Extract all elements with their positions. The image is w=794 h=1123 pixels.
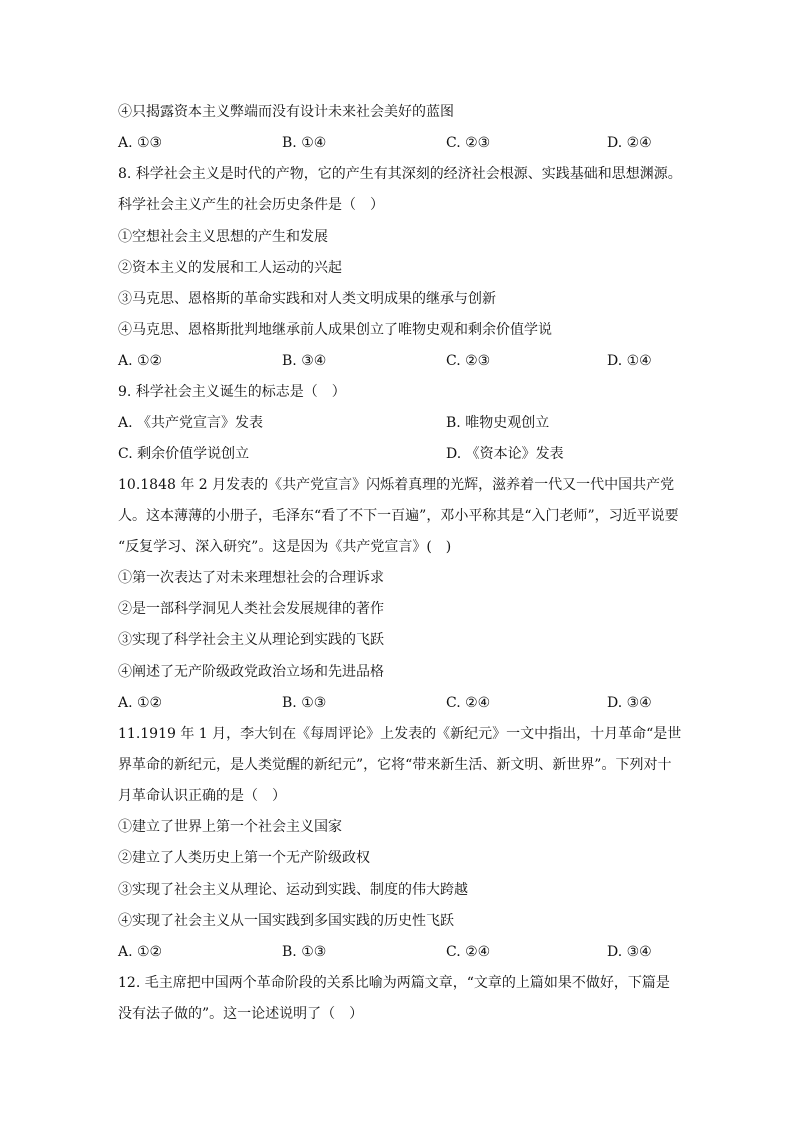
q11-stem-line-3: 月革命认识正确的是（ ） [118, 788, 286, 804]
q11-stem-line-1: 11.1919 年 1 月，李大钊在《每周评论》上发表的《新纪元》一文中指出，十月革命“是世 [118, 726, 682, 742]
q10-statement-1: ①第一次表达了对未来理想社会的合理诉求 [118, 570, 384, 586]
q10-choice-b: B. ①③ [282, 695, 327, 711]
q8-choice-d: D. ①④ [607, 353, 652, 369]
q8-choice-a: A. ①② [118, 353, 163, 369]
q7-choice-c: C. ②③ [446, 135, 491, 151]
q8-stem-line-1: 8. 科学社会主义是时代的产物，它的产生有其深刻的经济社会根源、实践基础和思想渊源。 [118, 166, 682, 182]
q11-statement-3: ③实现了社会主义从理论、运动到实践、制度的伟大跨越 [118, 882, 468, 898]
q11-choice-c: C. ②④ [446, 944, 491, 960]
q10-choice-c: C. ②④ [446, 695, 491, 711]
q8-statement-3: ③马克思、恩格斯的革命实践和对人类文明成果的继承与创新 [118, 291, 496, 307]
q8-choice-b: B. ③④ [282, 353, 327, 369]
q8-statement-4: ④马克思、恩格斯批判地继承前人成果创立了唯物史观和剩余价值学说 [118, 322, 552, 338]
q11-stem-line-2: 界革命的新纪元，是人类觉醒的新纪元”，它将“带来新生活、新文明、新世界”。下列对十 [118, 757, 672, 773]
q10-statement-2: ②是一部科学洞见人类社会发展规律的著作 [118, 601, 384, 617]
q9-choice-a: A. 《共产党宣言》发表 [118, 415, 264, 431]
q11-statement-4: ④实现了社会主义从一国实践到多国实践的历史性飞跃 [118, 913, 454, 929]
q9-stem: 9. 科学社会主义诞生的标志是（ ） [118, 384, 346, 400]
q12-stem-line-1: 12. 毛主席把中国两个革命阶段的关系比喻为两篇文章，“文章的上篇如果不做好，下篇是 [118, 975, 670, 991]
q7-choice-a: A. ①③ [118, 135, 163, 151]
q9-choice-d: D. 《资本论》发表 [446, 446, 564, 462]
q8-statement-2: ②资本主义的发展和工人运动的兴起 [118, 260, 342, 276]
q11-statement-1: ①建立了世界上第一个社会主义国家 [118, 819, 342, 835]
q12-stem-line-2: 没有法子做的”。这一论述说明了（ ） [118, 1006, 364, 1022]
q7-option-statement-4: ④只揭露资本主义弊端而没有设计未来社会美好的蓝图 [118, 104, 454, 120]
q10-choice-d: D. ③④ [607, 695, 652, 711]
q10-statement-4: ④阐述了无产阶级政党政治立场和先进品格 [118, 664, 384, 680]
q11-choice-a: A. ①② [118, 944, 163, 960]
q7-choice-d: D. ②④ [607, 135, 652, 151]
q8-stem-line-2: 科学社会主义产生的社会历史条件是（ ） [118, 197, 384, 213]
q8-statement-1: ①空想社会主义思想的产生和发展 [118, 229, 328, 245]
q10-statement-3: ③实现了科学社会主义从理论到实践的飞跃 [118, 632, 384, 648]
q10-stem-line-1: 10.1848 年 2 月发表的《共产党宣言》闪烁着真理的光辉，滋养着一代又一代中国共产党 [118, 477, 675, 493]
q11-choice-b: B. ①③ [282, 944, 327, 960]
q9-choice-b: B. 唯物史观创立 [446, 415, 550, 431]
q7-choice-b: B. ①④ [282, 135, 327, 151]
q9-choice-c: C. 剩余价值学说创立 [118, 446, 250, 462]
q11-statement-2: ②建立了人类历史上第一个无产阶级政权 [118, 850, 370, 866]
q8-choice-c: C. ②③ [446, 353, 491, 369]
q10-stem-line-2: 人。这本薄薄的小册子，毛泽东“看了不下一百遍”，邓小平称其是“入门老师”，习近平说要 [118, 508, 679, 524]
q11-choice-d: D. ③④ [607, 944, 652, 960]
q10-stem-line-3: “反复学习、深入研究”。这是因为《共产党宣言》( ) [118, 539, 452, 555]
q10-choice-a: A. ①② [118, 695, 163, 711]
